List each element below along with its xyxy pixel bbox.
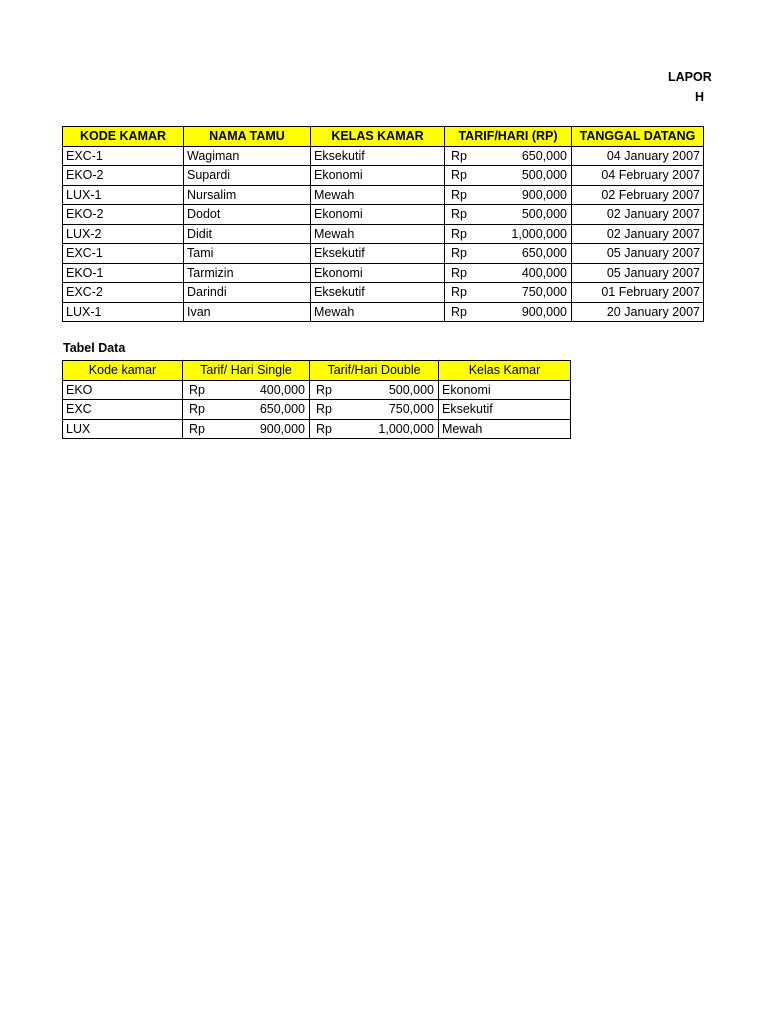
- header-kelas-kamar: Kelas Kamar: [439, 361, 571, 381]
- tanggal-cell: 04 February 2007: [572, 166, 704, 186]
- currency-label: Rp: [451, 285, 467, 300]
- tanggal-cell: 02 January 2007: [572, 224, 704, 244]
- kelas-cell: Mewah: [311, 185, 445, 205]
- nama-cell: Wagiman: [184, 146, 311, 166]
- table-row: [63, 263, 704, 283]
- kode-cell: LUX-2: [63, 224, 184, 244]
- kelas-cell: Eksekutif: [311, 146, 445, 166]
- report-title-line2: H: [695, 90, 705, 104]
- header-kelas-kamar: KELAS KAMAR: [311, 127, 445, 147]
- kode-cell: EXC-2: [63, 283, 184, 303]
- double-rate-cell: [310, 380, 439, 400]
- kode-cell: EKO-2: [63, 166, 184, 186]
- kode-cell: EKO: [63, 380, 183, 400]
- header-tarif-hari: TARIF/HARI (RP): [445, 127, 572, 147]
- nama-cell: Dodot: [184, 205, 311, 225]
- table-row: [63, 302, 704, 322]
- single-rate-cell: [183, 419, 310, 439]
- currency-label: Rp: [451, 168, 467, 183]
- header-row: [63, 361, 571, 381]
- header-row: [63, 127, 704, 147]
- tarif-cell: [445, 146, 572, 166]
- double-rate-value: 1,000,000: [378, 421, 434, 436]
- tarif-value: 900,000: [521, 187, 567, 202]
- nama-cell: Supardi: [184, 166, 311, 186]
- kelas-cell: Ekonomi: [439, 380, 571, 400]
- table-row: [63, 205, 704, 225]
- currency-label: Rp: [451, 207, 467, 222]
- double-rate-cell: [310, 419, 439, 439]
- table-row: [63, 400, 571, 420]
- nama-cell: Ivan: [184, 302, 311, 322]
- tanggal-cell: 04 January 2007: [572, 146, 704, 166]
- currency-label: Rp: [189, 402, 205, 417]
- tarif-cell: [445, 263, 572, 283]
- tanggal-cell: 02 January 2007: [572, 205, 704, 225]
- kelas-cell: Ekonomi: [311, 205, 445, 225]
- kelas-cell: Mewah: [311, 302, 445, 322]
- kelas-cell: Eksekutif: [439, 400, 571, 420]
- kode-cell: EKO-2: [63, 205, 184, 225]
- header-kode-kamar: Kode kamar: [63, 361, 183, 381]
- table-row: [63, 185, 704, 205]
- guest-report-table: [62, 126, 704, 322]
- table-row: [63, 283, 704, 303]
- table-row: [63, 146, 704, 166]
- currency-label: Rp: [451, 187, 467, 202]
- tarif-cell: [445, 185, 572, 205]
- rate-data-table: [62, 360, 571, 439]
- double-rate-value: 750,000: [388, 402, 434, 417]
- tanggal-cell: 20 January 2007: [572, 302, 704, 322]
- header-tarif-double: Tarif/Hari Double: [310, 361, 439, 381]
- tarif-value: 1,000,000: [511, 226, 567, 241]
- kelas-cell: Mewah: [439, 419, 571, 439]
- currency-label: Rp: [316, 421, 332, 436]
- tarif-cell: [445, 283, 572, 303]
- nama-cell: Didit: [184, 224, 311, 244]
- single-rate-value: 650,000: [259, 402, 305, 417]
- table-row: [63, 166, 704, 186]
- tarif-cell: [445, 166, 572, 186]
- tanggal-cell: 05 January 2007: [572, 263, 704, 283]
- table-row: [63, 380, 571, 400]
- tarif-value: 650,000: [521, 148, 567, 163]
- single-rate-value: 400,000: [259, 382, 305, 397]
- header-nama-tamu: NAMA TAMU: [184, 127, 311, 147]
- currency-label: Rp: [189, 421, 205, 436]
- nama-cell: Darindi: [184, 283, 311, 303]
- nama-cell: Tami: [184, 244, 311, 264]
- currency-label: Rp: [451, 148, 467, 163]
- currency-label: Rp: [451, 304, 467, 319]
- tarif-value: 500,000: [521, 207, 567, 222]
- tarif-cell: [445, 224, 572, 244]
- currency-label: Rp: [451, 226, 467, 241]
- tarif-value: 650,000: [521, 246, 567, 261]
- table-row: [63, 419, 571, 439]
- single-rate-cell: [183, 380, 310, 400]
- single-rate-value: 900,000: [259, 421, 305, 436]
- tanggal-cell: 01 February 2007: [572, 283, 704, 303]
- kode-cell: EXC: [63, 400, 183, 420]
- kelas-cell: Ekonomi: [311, 263, 445, 283]
- tarif-cell: [445, 244, 572, 264]
- data-table-label: Tabel Data: [63, 341, 126, 355]
- currency-label: Rp: [316, 402, 332, 417]
- double-rate-cell: [310, 400, 439, 420]
- nama-cell: Tarmizin: [184, 263, 311, 283]
- tarif-cell: [445, 205, 572, 225]
- single-rate-cell: [183, 400, 310, 420]
- header-kode-kamar: KODE KAMAR: [63, 127, 184, 147]
- kode-cell: EXC-1: [63, 244, 184, 264]
- table-row: [63, 224, 704, 244]
- tarif-value: 500,000: [521, 168, 567, 183]
- currency-label: Rp: [451, 246, 467, 261]
- nama-cell: Nursalim: [184, 185, 311, 205]
- double-rate-value: 500,000: [388, 382, 434, 397]
- table-row: [63, 244, 704, 264]
- currency-label: Rp: [316, 382, 332, 397]
- tarif-value: 400,000: [521, 265, 567, 280]
- currency-label: Rp: [189, 382, 205, 397]
- tarif-value: 900,000: [521, 304, 567, 319]
- kode-cell: LUX-1: [63, 185, 184, 205]
- kelas-cell: Eksekutif: [311, 283, 445, 303]
- header-tarif-single: Tarif/ Hari Single: [183, 361, 310, 381]
- tanggal-cell: 02 February 2007: [572, 185, 704, 205]
- header-tanggal-datang: TANGGAL DATANG: [572, 127, 704, 147]
- kode-cell: LUX-1: [63, 302, 184, 322]
- kode-cell: EKO-1: [63, 263, 184, 283]
- tarif-value: 750,000: [521, 285, 567, 300]
- kode-cell: EXC-1: [63, 146, 184, 166]
- tanggal-cell: 05 January 2007: [572, 244, 704, 264]
- report-title-line1: LAPOR: [668, 70, 712, 84]
- kelas-cell: Ekonomi: [311, 166, 445, 186]
- tarif-cell: [445, 302, 572, 322]
- currency-label: Rp: [451, 265, 467, 280]
- kode-cell: LUX: [63, 419, 183, 439]
- kelas-cell: Eksekutif: [311, 244, 445, 264]
- kelas-cell: Mewah: [311, 224, 445, 244]
